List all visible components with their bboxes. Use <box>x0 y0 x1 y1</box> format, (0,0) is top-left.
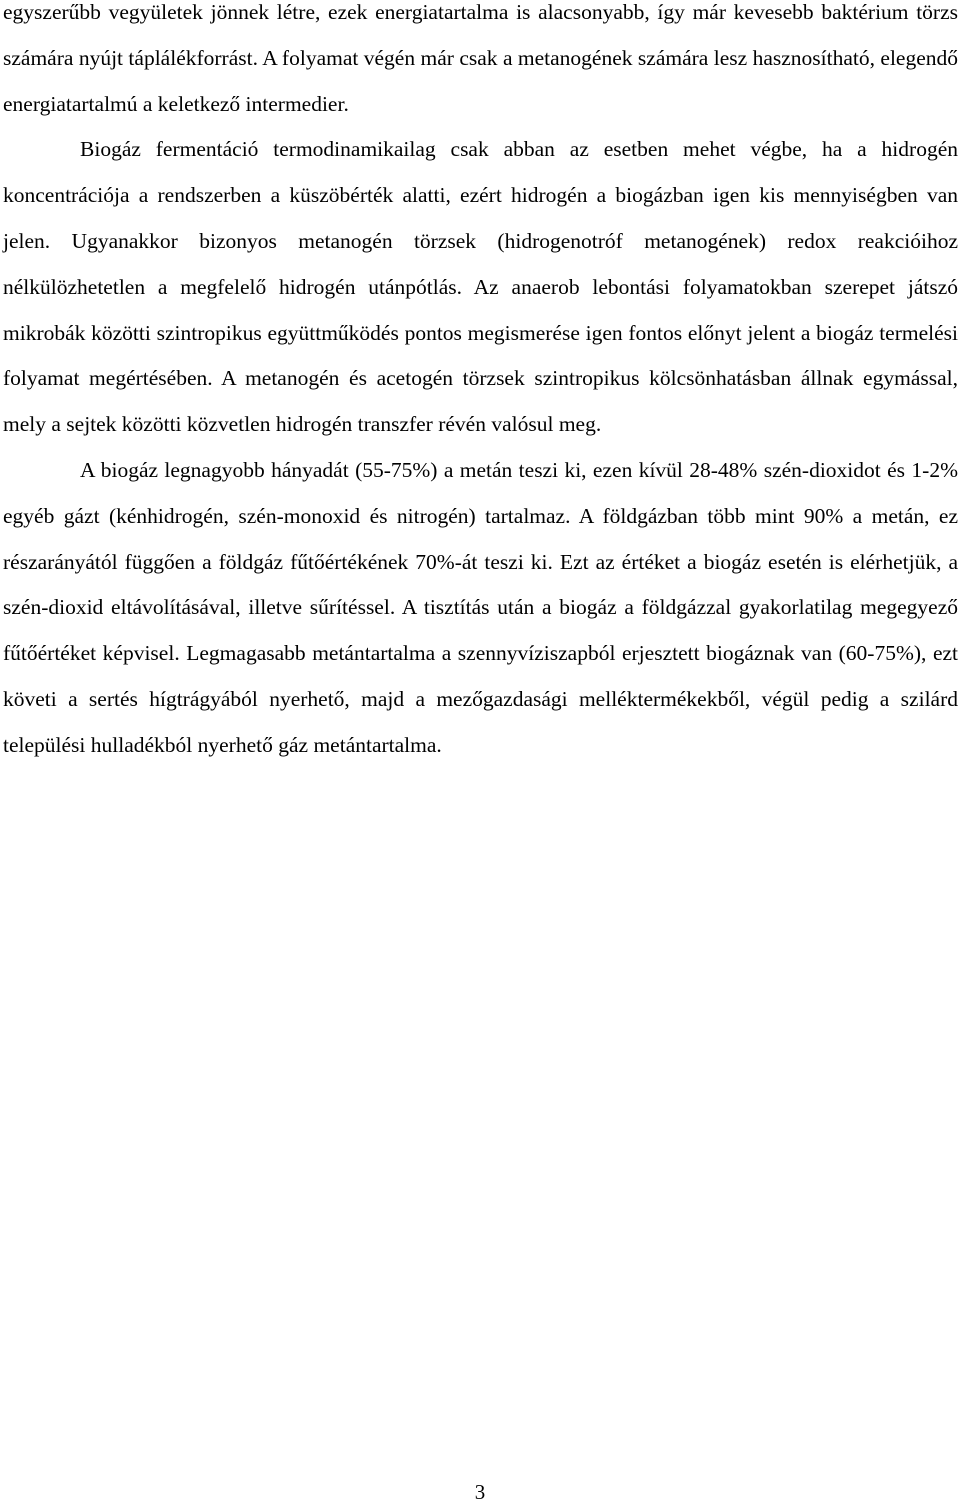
paragraph-hydrogen: Biogáz fermentáció termodinamikailag csak abban az esetben mehet végbe, ha a hidrogén koncentrációja a rendszerben a küszöbérték alatti, ezért hidrogén a biogázban igen kis mennyiségben van jelen. Ugyanakkor bizonyos metanogén törzsek (hidrogenotróf metanogének) redox reakcióihoz nélkülözhetetlen a megfelelő hidrogén utánpótlás. Az anaerob lebontási folyamatokban szerepet játszó mikrobák közötti szintropikus együttműködés pontos megismerése igen fontos előnyt jelent a biogáz termelési folyamat megértésében. A metanogén és acetogén törzsek szintropikus kölcsönhatásban állnak egymással, mely a sejtek közötti közvetlen hidrogén transzfer révén valósul meg. <box>3 137 958 437</box>
document-body <box>3 0 958 769</box>
page-number: 3 <box>474 1480 486 1504</box>
paragraph-methane-content: A biogáz legnagyobb hányadát (55-75%) a metán teszi ki, ezen kívül 28-48% szén-dioxidot és 1-2% egyéb gázt (kénhidrogén, szén-monoxid és nitrogén) tartalmaz. A földgázban több mint 90% a metán, ez részarányától függően a földgáz fűtőértékének 70%-át teszi ki. Ezt az értéket a biogáz esetén is elérhetjük, a szén-dioxid eltávolításával, illetve sűrítéssel. A tisztítás után a biogáz a földgázzal gyakorlatilag megegyező fűtőértéket képvisel. Legmagasabb metántartalma a szennyvíziszapból erjesztett biogáznak van (60-75%), ezt követi a sertés hígtrágyából nyerhető, majd a mezőgazdasági melléktermékekből, végül pedig a szilárd települési hulladékból nyerhető gáz metántartalma. <box>3 457 958 757</box>
paragraph-intermedier: egyszerűbb vegyületek jönnek létre, ezek energiatartalma is alacsonyabb, így már kevesebb baktérium törzs számára nyújt táplálékforrást. A folyamat végén már csak a metanogének számára lesz hasznosítható, elegendő energiatartalmú a keletkező intermedier. <box>3 0 958 116</box>
